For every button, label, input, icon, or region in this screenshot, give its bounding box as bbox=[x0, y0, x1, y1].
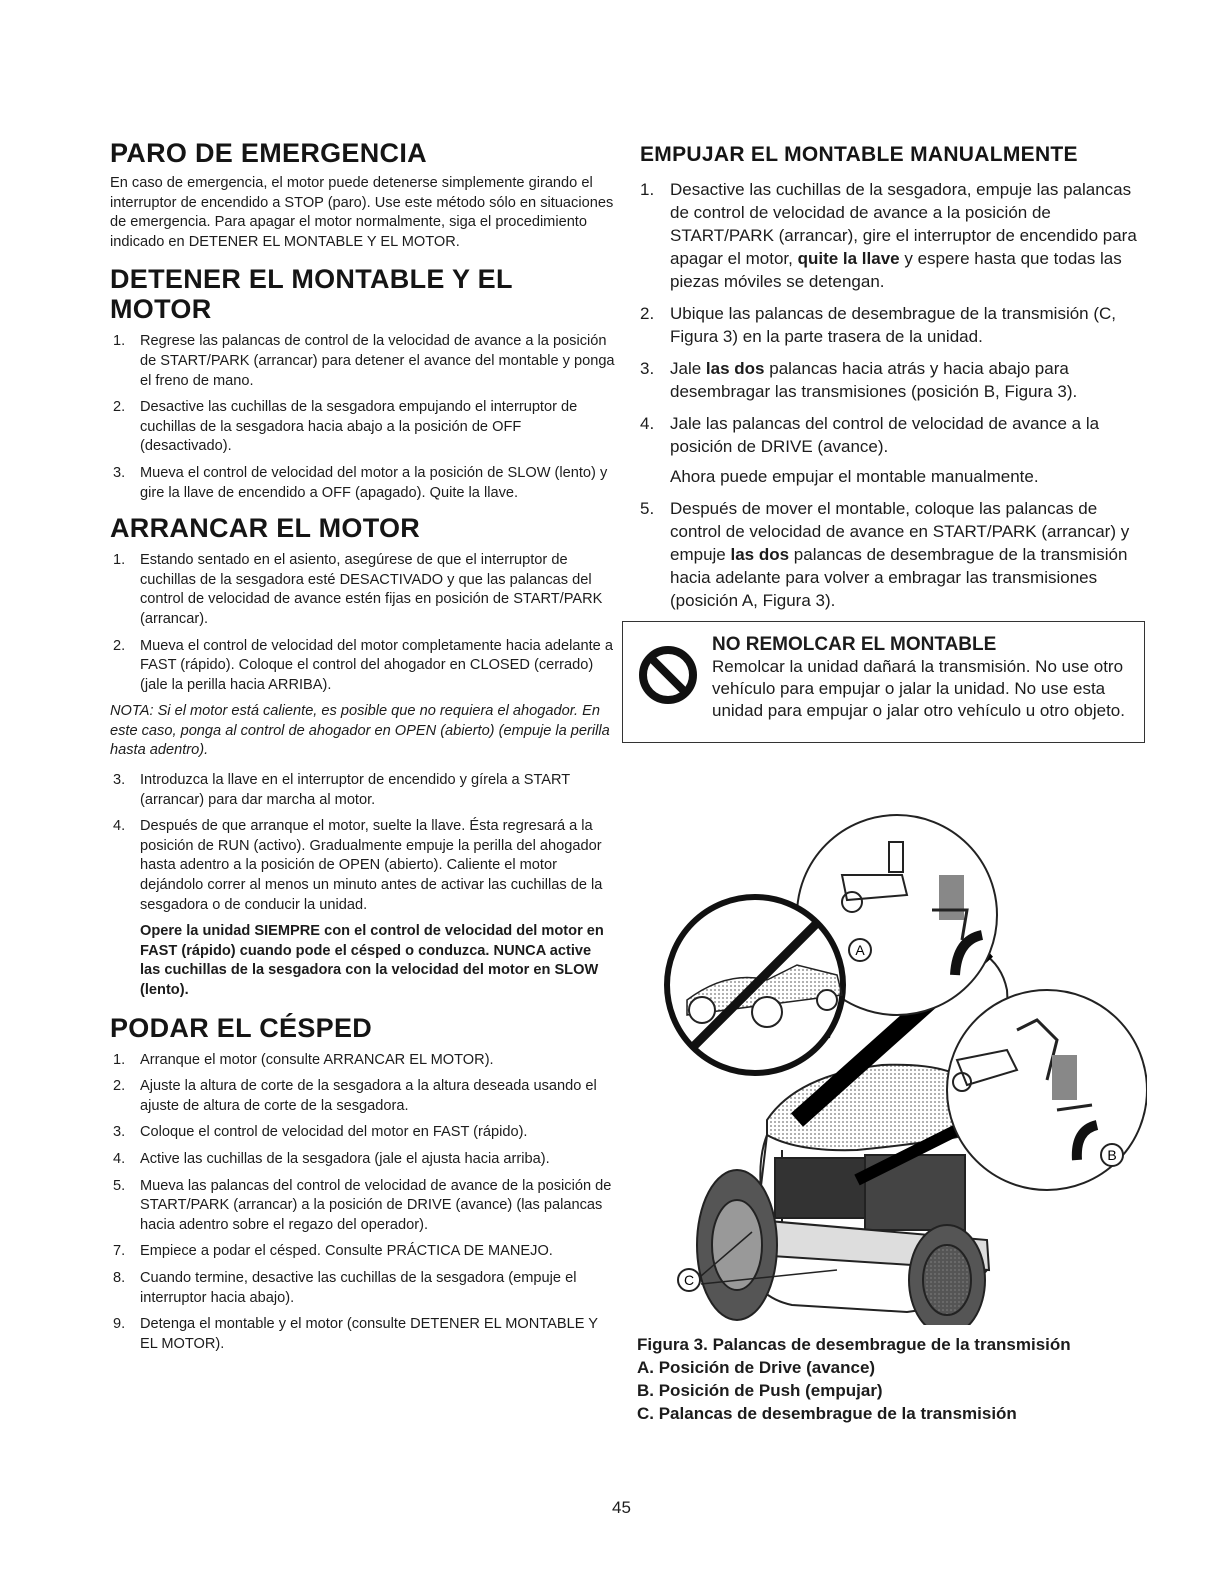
empujar-manual-text: Ahora puede empujar el montable manualmente. bbox=[670, 467, 1039, 486]
list-item: 4. Jale las palancas del control de velocidad de avance a la posición de DRIVE (avance). bbox=[640, 414, 1100, 456]
list-item: 4. Después de que arranque el motor, suelte la llave. Ésta regresará a la posición de RUN (activo). Gradualmente empuje la perilla del ahogador hasta adentro a la posición de OPEN (abierto). Caliente el motor dejándolo correr al menos un minuto antes de activar las cuchillas de la sesgadora o de conducir la unidad. bbox=[113, 818, 603, 913]
list-item: 4. Active las cuchillas de la sesgadora (jale el ajusta hacia arriba). bbox=[113, 1150, 550, 1167]
list-item: 5. Después de mover el montable, coloque las palancas de control de velocidad de avance en START/PARK (arrancar) y empuje las dos palancas de desembrague de la transmisión hacia adelante para volver a embragar las transmisiones (posición A, Figura 3). bbox=[640, 499, 1130, 610]
list-item: 5. Mueva las palancas del control de velocidad de avance de la posición de START/PARK (arrancar) a la posición de DRIVE (avance) (las palancas hacia adentro sobre el regazo del operador). bbox=[113, 1177, 612, 1233]
list-item: 9. Detenga el montable y el motor (consulte DETENER EL MONTABLE Y EL MOTOR). bbox=[113, 1316, 598, 1352]
arrancar-list-a bbox=[110, 551, 615, 695]
arrancar-list-b bbox=[110, 771, 615, 915]
nota-ahogador: NOTA: Si el motor está caliente, es posible que no requiera el ahogador. En este caso, ponga al control de ahogador en OPEN (abierto) (empuje la perilla hasta adentro). bbox=[110, 703, 610, 759]
left-column bbox=[110, 138, 615, 1361]
podar-list bbox=[110, 1051, 615, 1355]
list-item: 3. Jale las dos palancas hacia atrás y hacia abajo para desembragar las transmisiones (posición B, Figura 3). bbox=[640, 359, 1078, 401]
svg-text:A: A bbox=[855, 942, 865, 958]
prohibition-icon bbox=[637, 644, 699, 706]
svg-text:C: C bbox=[683, 1272, 695, 1288]
list-item: 2. Ajuste la altura de corte de la sesgadora a la altura deseada usando el ajuste de altura de corte de la sesgadora. bbox=[113, 1078, 597, 1114]
heading-detener: DETENER EL MONTABLE Y EL MOTOR bbox=[110, 264, 513, 325]
list-item: 1. Arranque el motor (consulte ARRANCAR EL MOTOR). bbox=[113, 1051, 494, 1068]
detail-circle-b bbox=[947, 990, 1147, 1190]
figure-caption bbox=[637, 1333, 1157, 1425]
empujar-list-5 bbox=[640, 497, 1140, 612]
warning-text: Remolcar la unidad dañará la transmisión. No use otro vehículo para empujar o jalar la unidad. No use esta unidad para empujar o jalar otro vehículo u otro objeto. bbox=[712, 657, 1125, 720]
caption-b: B. Posición de Push (empujar) bbox=[637, 1381, 883, 1400]
svg-text:B: B bbox=[1107, 1147, 1117, 1163]
fast-warning: Opere la unidad SIEMPRE con el control de velocidad del motor en FAST (rápido) cuando pode el césped o conduzca. NUNCA active las cuchillas de la sesgadora con la velocidad del motor en SLOW (lento). bbox=[140, 923, 604, 998]
transmission-levers-figure bbox=[657, 800, 1147, 1325]
warning-title: NO REMOLCAR EL MONTABLE bbox=[712, 634, 997, 655]
heading-empujar: EMPUJAR EL MONTABLE MANUALMENTE bbox=[640, 143, 1078, 166]
caption-title: Figura 3. Palancas de desembrague de la transmisión bbox=[637, 1335, 1071, 1354]
list-item: 2. Desactive las cuchillas de la sesgadora empujando el interruptor de cuchillas de la sesgadora hacia abajo a la posición de OFF (desactivado). bbox=[113, 399, 578, 455]
detener-list bbox=[110, 332, 615, 503]
caption-a: A. Posición de Drive (avance) bbox=[637, 1358, 876, 1377]
heading-arrancar: ARRANCAR EL MOTOR bbox=[110, 513, 421, 544]
list-item: 1. Regrese las palancas de control de la velocidad de avance a la posición de START/PARK (arrancar) para detener el avance del montable y ponga el freno de mano. bbox=[113, 333, 615, 389]
list-item: 8. Cuando termine, desactive las cuchillas de la sesgadora (empuje el interruptor hacia abajo). bbox=[113, 1269, 577, 1306]
list-item: 2. Ubique las palancas de desembrague de la transmisión (C, Figura 3) en la parte trasera de la unidad. bbox=[640, 304, 1117, 346]
list-item: 3. Introduzca la llave en el interruptor de encendido y gírela a START (arrancar) para dar marcha al motor. bbox=[113, 772, 570, 808]
caption-c: C. Palancas de desembrague de la transmisión bbox=[637, 1404, 1017, 1423]
list-item: 2. Mueva el control de velocidad del motor completamente hacia adelante a FAST (rápido). Coloque el control del ahogador en CLOSED (cerrado) (jale la perilla hacia ARRIBA). bbox=[113, 637, 613, 693]
no-tow-circle bbox=[667, 897, 843, 1073]
heading-podar: PODAR EL CÉSPED bbox=[110, 1012, 373, 1043]
list-item: 3. Coloque el control de velocidad del motor en FAST (rápido). bbox=[113, 1124, 528, 1141]
list-item: 1. Desactive las cuchillas de la sesgadora, empuje las palancas de control de velocidad de avance a la posición de START/PARK (arrancar), gire el interruptor de encendido para apagar el motor, quite la llave y espere hasta que todas las piezas móviles se detengan. bbox=[640, 180, 1137, 291]
list-item: 7. Empiece a podar el césped. Consulte PRÁCTICA DE MANEJO. bbox=[113, 1243, 553, 1260]
heading-paro-emergencia: PARO DE EMERGENCIA bbox=[110, 138, 427, 168]
tow-warning-box bbox=[622, 621, 1145, 743]
list-item: 1. Estando sentado en el asiento, asegúrese de que el interruptor de cuchillas de la sesgadora esté DESACTIVADO y que las palancas del control de velocidad de avance estén fijas en posición de START/PARK (arrancar). bbox=[113, 552, 603, 627]
empujar-list bbox=[640, 178, 1140, 458]
list-item: 3. Mueva el control de velocidad del motor a la posición de SLOW (lento) y gire la llave de encendido a OFF (apagado). Quite la llave. bbox=[113, 464, 608, 501]
paro-emergencia-text: En caso de emergencia, el motor puede detenerse simplemente girando el interruptor de encendido a STOP (paro). Use este método sólo en situaciones de emergencia. Para apagar el motor normalmente, siga el procedimiento indicado en DETENER EL MONTABLE Y EL MOTOR. bbox=[110, 175, 614, 250]
page-number: 45 bbox=[612, 1498, 631, 1517]
right-column bbox=[640, 138, 1140, 743]
